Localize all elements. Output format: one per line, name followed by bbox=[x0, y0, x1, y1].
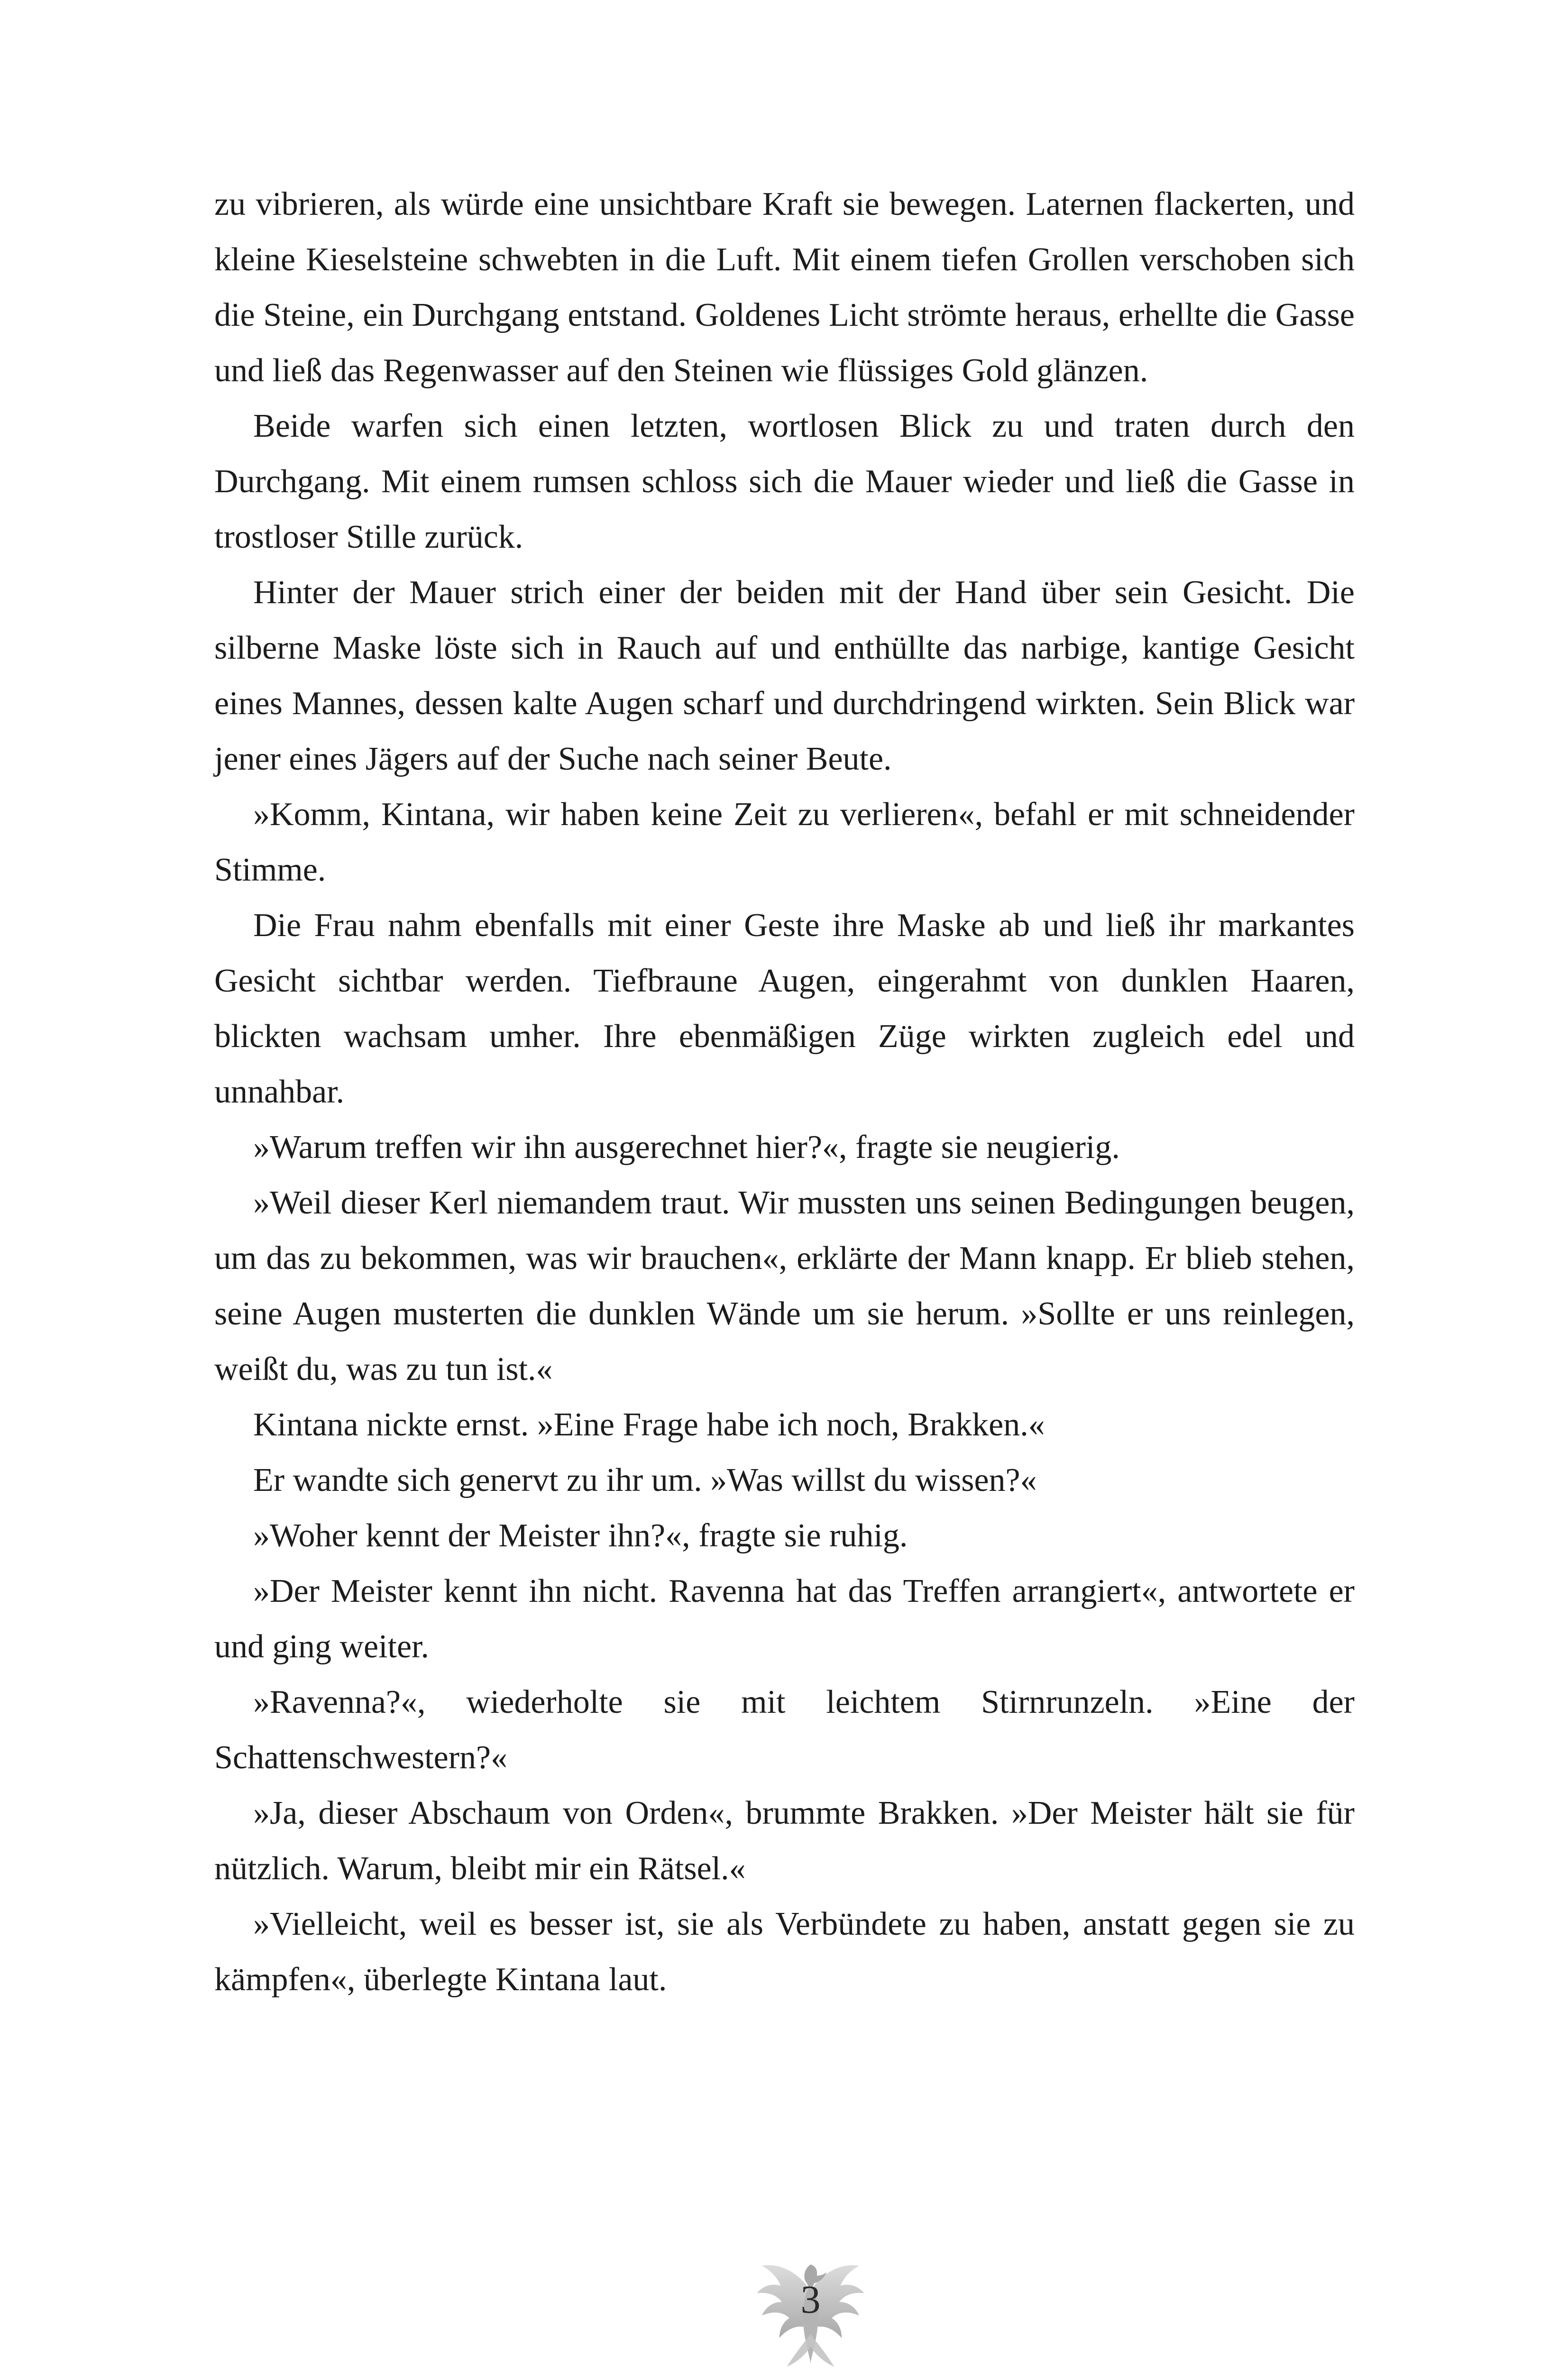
paragraph-6: »Warum treffen wir ihn ausgerechnet hier?«, fragte sie neugierig. bbox=[253, 1129, 1120, 1166]
paragraph-7: »Weil dieser Kerl niemandem traut. Wir mussten uns seinen Bedingungen beugen, um das zu bekommen, was wir brauchen«, erklärte der Mann knapp. Er blieb stehen, seine Augen musterten die dunklen Wände um sie herum. »Sollte er uns reinlegen, weißt du, was zu tun ist.« bbox=[214, 1185, 1355, 1388]
paragraph-10: »Woher kennt der Meister ihn?«, fragte sie ruhig. bbox=[253, 1517, 908, 1554]
paragraph-9: Er wandte sich genervt zu ihr um. »Was willst du wissen?« bbox=[253, 1462, 1037, 1498]
paragraph-13: »Ja, dieser Abschaum von Orden«, brummte Brakken. »Der Meister hält sie für nützlich. Warum, bleibt mir ein Rätsel.« bbox=[214, 1795, 1355, 1887]
paragraph-8: Kintana nickte ernst. »Eine Frage habe ich noch, Brakken.« bbox=[253, 1406, 1045, 1443]
book-page-text bbox=[214, 176, 1355, 2007]
paragraph-5: Die Frau nahm ebenfalls mit einer Geste ihre Maske ab und ließ ihr markantes Gesicht sichtbar werden. Tiefbraune Augen, eingerahmt von dunklen Haaren, blickten wachsam umher. Ihre ebenmäßigen Züge wirkten zugleich edel und unnahbar. bbox=[214, 907, 1355, 1110]
paragraph-2: Beide warfen sich einen letzten, wortlosen Blick zu und traten durch den Durchgang. Mit einem rumsen schloss sich die Mauer wieder und ließ die Gasse in trostloser Stille zurück. bbox=[214, 408, 1355, 555]
paragraph-12: »Ravenna?«, wiederholte sie mit leichtem Stirnrunzeln. »Eine der Schattenschwestern?« bbox=[214, 1684, 1355, 1776]
paragraph-14: »Vielleicht, weil es besser ist, sie als Verbündete zu haben, anstatt gegen sie zu kämpfen«, überlegte Kintana laut. bbox=[214, 1906, 1355, 1998]
paragraph-3: Hinter der Mauer strich einer der beiden mit der Hand über sein Gesicht. Die silberne Maske löste sich in Rauch auf und enthüllte das narbige, kantige Gesicht eines Mannes, dessen kalte Augen scharf und durchdringend wirkten. Sein Blick war jener eines Jägers auf der Suche nach seiner Beute. bbox=[214, 574, 1355, 777]
paragraph-11: »Der Meister kennt ihn nicht. Ravenna hat das Treffen arrangiert«, antwortete er und ging weiter. bbox=[214, 1573, 1355, 1665]
paragraph-4: »Komm, Kintana, wir haben keine Zeit zu verlieren«, befahl er mit schneidender Stimme. bbox=[214, 796, 1355, 888]
page-number: 3 bbox=[800, 2278, 821, 2322]
paragraph-1: zu vibrieren, als würde eine unsichtbare Kraft sie bewegen. Laternen flackerten, und kleine Kieselsteine schwebten in die Luft. Mit einem tiefen Grollen verschoben sich die Steine, ein Durchgang entstand. Goldenes Licht strömte heraus, erhellte die Gasse und ließ das Regenwasser auf den Steinen wie flüssiges Gold glänzen. bbox=[214, 186, 1355, 389]
